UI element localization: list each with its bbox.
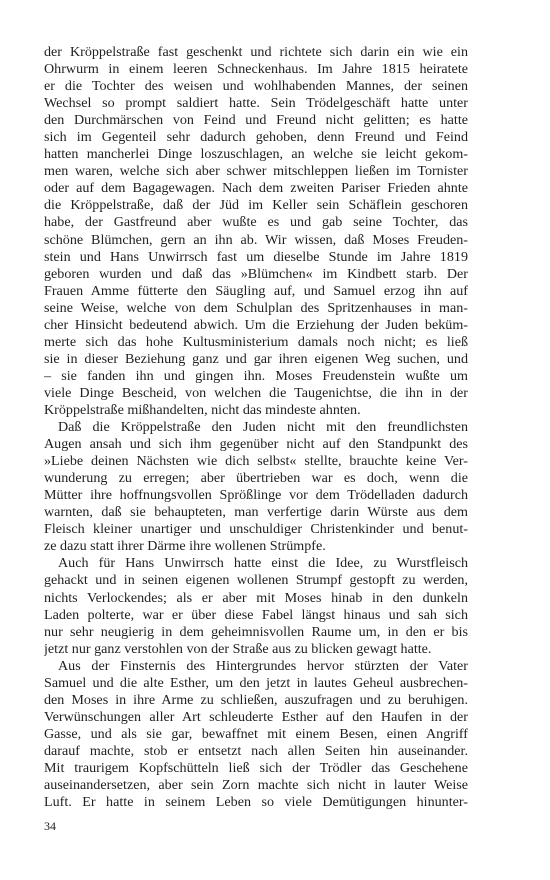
text-line: »Liebe deinen Nächsten wie dich selbst« stellte, brauchte keine Ver- [44,453,468,470]
text-line: Verwünschungen aller Art schleuderte Esther auf den Haufen in der [44,708,468,725]
text-line: wunderung zu erregen; aber übertrieben war es doch, wenn die [44,470,468,487]
text-line: Daß die Kröppelstraße den Juden nicht mit den freundlichsten [58,419,468,436]
text-line: habe, der Gastfreund aber wußte es und gab seine Tochter, das [44,214,468,231]
text-line: merte sich das hohe Kultusministerium damals noch nicht; es ließ [44,333,468,350]
text-line: warnten, daß sie behaupteten, man verfertige darin Würste aus dem [44,504,468,521]
text-line: – sie fanden ihn und gingen ihn. Moses Freudenstein wußte um [44,367,468,384]
page-number: 34 [44,819,56,833]
text-line: Auch für Hans Unwirrsch hatte einst die Idee, zu Wurstfleisch [58,555,468,572]
text-line: den Moses in ihre Arme zu schließen, auszufragen und zu beruhigen. [44,691,468,708]
text-line: Mit traurigem Kopfschütteln ließ sich der Trödler das Geschehene [44,759,468,776]
paragraph [44,555,468,657]
paragraph [44,419,468,555]
text-line: Augen ansah und sich ihm gegenüber nicht auf den Standpunkt des [44,436,468,453]
text-line: sich im Gegenteil sehr dadurch gehoben, denn Freund und Feind [44,129,468,146]
paragraph [44,658,468,811]
text-line: Mütter ihre hoffnungsvollen Sprößlinge vor dem Trödelladen dadurch [44,487,468,504]
text-line: Ohrwurm in einem leeren Schneckenhaus. Im Jahre 1815 heiratete [44,61,468,78]
body-text [44,44,468,811]
text-line: Aus der Finsternis des Hintergrundes hervor stürzten der Vater [58,657,468,674]
text-line: Luft. Er hatte in seinem Leben so viele Demütigungen hinunter- [44,794,468,811]
text-line: geboren wurden und daß das »Blümchen« im Kindbett starb. Der [44,265,468,282]
text-line: Fleisch kleiner unartiger und unschuldiger Christenkinder und benut- [44,521,468,538]
text-line: Gasse, und als sie gar, bewaffnet mit einem Besen, einen Angriff [44,725,468,742]
text-line: sie in dieser Beziehung ganz und gar ihren eigenen Weg suchen, und [44,350,468,367]
paragraph [44,44,468,419]
text-line: jetzt nur ganz verstohlen von der Straße aus zu blicken gewagt hatte. [44,640,432,657]
text-line: Kröppelstraße mißhandelten, nicht das mindeste ahnten. [44,401,361,418]
text-line: oder auf dem Bagagewagen. Nach dem zweiten Pariser Frieden ahnte [44,180,468,197]
text-line: Wechsel so prompt saldiert hatte. Sein Trödelgeschäft hatte unter [44,95,468,112]
text-line: gehackt und in seinen eigenen wollenen Strumpf gestopft zu werden, [44,572,468,589]
text-line: cher Hinsicht bedeutend abwich. Um die Erziehung der Juden beküm- [44,316,468,333]
text-line: stein und Hans Unwirrsch fast um dieselbe Stunde im Jahre 1819 [44,248,468,265]
text-line: den Durchmärschen von Feind und Freund nicht gelitten; es hatte [44,112,468,129]
text-line: darauf machte, stob er entsetzt nach allen Seiten hin auseinander. [44,742,468,759]
text-line: auseinandersetzen, aber sein Zorn machte sich nicht in lauter Weise [44,777,468,794]
text-line: seine Weise, welche von dem Schulplan des Spritzenhauses in man- [44,299,468,316]
text-line: Laden polterte, war er über diese Fabel längst hinaus und sah sich [44,606,468,623]
text-line: nur sehr neugierig in dem geheimnisvollen Raume um, in den er bis [44,623,468,640]
text-line: ze dazu statt ihrer Därme ihre wollenen Strümpfe. [44,538,326,555]
text-line: er die Tochter des weisen und wohlhabenden Mannes, der seinen [44,78,468,95]
text-line: hatten mancherlei Dinge loszuschlagen, an welche sie leicht gekom- [44,146,468,163]
text-line: schöne Blümchen, gern an ihn ab. Wir wissen, daß Moses Freuden- [44,231,468,248]
text-line: men waren, welche sich aber schwer mitschleppen ließen im Tornister [44,163,468,180]
text-line: Frauen Amme fütterte den Säugling auf, und Samuel erzog ihn auf [44,282,468,299]
text-line: die Kröppelstraße, daß der Jüd im Keller sein Schäflein geschoren [44,197,468,214]
text-line: nichts Verlockendes; als er aber mit Moses hinab in den dunkeln [44,589,468,606]
text-line: Samuel und die alte Esther, um den jetzt in lautes Geheul ausbrechen- [44,674,468,691]
text-line: viele Dinge Bescheid, von welchen die Taugenichtse, die ihn in der [44,384,468,401]
text-line: der Kröppelstraße fast geschenkt und richtete sich darin ein wie ein [44,44,468,60]
